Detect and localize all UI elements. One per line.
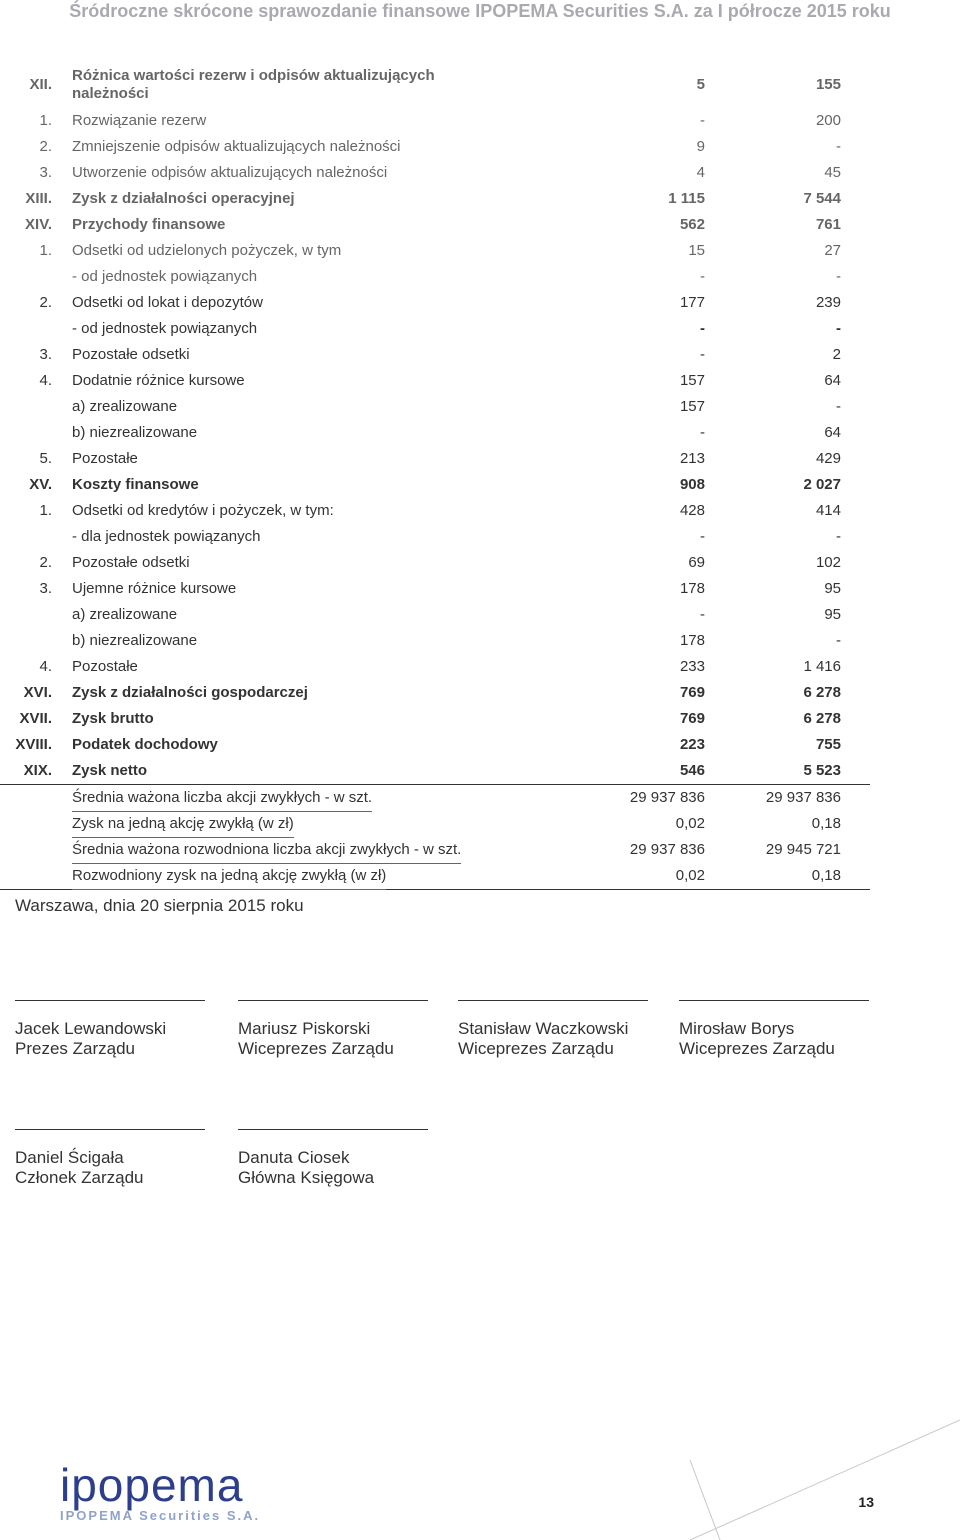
row-number: 2. bbox=[39, 554, 52, 571]
row-number: 2. bbox=[39, 138, 52, 155]
row-label: Zysk z działalności operacyjnej bbox=[72, 190, 295, 207]
row-label: Ujemne różnice kursowe bbox=[72, 580, 237, 597]
value-2015: 177 bbox=[679, 294, 705, 311]
signatory-role: Wiceprezes Zarządu bbox=[679, 1039, 835, 1058]
value-2014: - bbox=[836, 138, 841, 155]
value-2014: 200 bbox=[815, 112, 841, 129]
row-label: Utworzenie odpisów aktualizujących należności bbox=[72, 164, 388, 181]
value-2015: 9 bbox=[696, 138, 705, 155]
row-label: b) niezrealizowane bbox=[72, 424, 198, 441]
value-2014: - bbox=[836, 398, 841, 415]
row-number: XVIII. bbox=[15, 736, 52, 753]
signatory-role: Wiceprezes Zarządu bbox=[238, 1039, 394, 1058]
row-label: Zysk z działalności gospodarczej bbox=[72, 684, 308, 701]
place-date: Warszawa, dnia 20 sierpnia 2015 roku bbox=[15, 896, 304, 915]
value-2014: 6 278 bbox=[803, 684, 841, 701]
row-number: 2. bbox=[39, 294, 52, 311]
row-label: Rozwodniony zysk na jedną akcję zwykłą (w zł) bbox=[72, 863, 386, 890]
logo-subtitle: IPOPEMA Securities S.A. bbox=[60, 1508, 261, 1523]
value-2014: 7 544 bbox=[803, 190, 841, 207]
value-2014: 102 bbox=[815, 554, 841, 571]
value-2014: - bbox=[836, 268, 841, 285]
value-2014: 29 937 836 bbox=[765, 789, 841, 806]
row-label: a) zrealizowane bbox=[72, 398, 178, 415]
value-2015: 15 bbox=[688, 242, 705, 259]
value-2015: 562 bbox=[679, 216, 705, 233]
value-2014: 239 bbox=[815, 294, 841, 311]
value-2014: 95 bbox=[824, 580, 841, 597]
row-label: - od jednostek powiązanych bbox=[72, 268, 258, 285]
page-header: Śródroczne skrócone sprawozdanie finansowe IPOPEMA Securities S.A. za I półrocze 2015 roku bbox=[69, 1, 891, 21]
value-2014: 5 523 bbox=[803, 762, 841, 779]
signatory-name: Stanisław Waczkowski bbox=[458, 1019, 629, 1038]
value-2014: 429 bbox=[815, 450, 841, 467]
value-2014: 155 bbox=[815, 76, 841, 93]
row-label: a) zrealizowane bbox=[72, 606, 178, 623]
row-label: Pozostałe bbox=[72, 450, 138, 467]
row-number: XIV. bbox=[25, 216, 52, 233]
value-2014: 64 bbox=[824, 424, 841, 441]
row-label: Średnia ważona liczba akcji zwykłych - w szt. bbox=[72, 785, 372, 812]
row-label: Odsetki od kredytów i pożyczek, w tym: bbox=[72, 502, 334, 519]
row-label: Zysk brutto bbox=[72, 710, 154, 727]
value-2015: 769 bbox=[679, 710, 705, 727]
row-number: XVI. bbox=[23, 684, 52, 701]
value-2014: 1 416 bbox=[803, 658, 841, 675]
signatory-role: Prezes Zarządu bbox=[15, 1039, 135, 1058]
row-number: 1. bbox=[39, 242, 52, 259]
value-2014: 27 bbox=[824, 242, 841, 259]
value-2015: - bbox=[700, 320, 705, 337]
row-number: 1. bbox=[39, 502, 52, 519]
row-label: Przychody finansowe bbox=[72, 216, 226, 233]
value-2015: 0,02 bbox=[675, 815, 705, 832]
row-number: XII. bbox=[29, 76, 52, 93]
value-2015: 69 bbox=[688, 554, 705, 571]
value-2015: 29 937 836 bbox=[629, 841, 705, 858]
value-2015: 233 bbox=[679, 658, 705, 675]
value-2015: 29 937 836 bbox=[629, 789, 705, 806]
row-label: Pozostałe bbox=[72, 658, 138, 675]
value-2014: - bbox=[836, 632, 841, 649]
row-label: Zysk netto bbox=[72, 762, 148, 779]
row-number: XVII. bbox=[19, 710, 52, 727]
row-label: Różnica wartości rezerw i odpisów aktualizujących należności bbox=[72, 67, 435, 102]
value-2015: 213 bbox=[679, 450, 705, 467]
row-label: Zmniejszenie odpisów aktualizujących należności bbox=[72, 138, 401, 155]
value-2015: - bbox=[700, 606, 705, 623]
value-2015: - bbox=[700, 528, 705, 545]
signatory-name: Mirosław Borys bbox=[679, 1019, 795, 1038]
row-label: b) niezrealizowane bbox=[72, 632, 198, 649]
row-label: Pozostałe odsetki bbox=[72, 346, 190, 363]
row-label: Dodatnie różnice kursowe bbox=[72, 372, 245, 389]
row-number: 3. bbox=[39, 580, 52, 597]
row-number: XIX. bbox=[23, 762, 52, 779]
value-2015: 0,02 bbox=[675, 867, 705, 884]
value-2015: - bbox=[700, 112, 705, 129]
signatory-name: Danuta Ciosek bbox=[238, 1148, 350, 1167]
value-2014: 414 bbox=[815, 502, 841, 519]
value-2015: - bbox=[700, 268, 705, 285]
value-2014: 64 bbox=[824, 372, 841, 389]
row-number: 1. bbox=[39, 112, 52, 129]
signatory-name: Jacek Lewandowski bbox=[15, 1019, 167, 1038]
value-2015: 769 bbox=[679, 684, 705, 701]
signatory-role: Główna Księgowa bbox=[238, 1168, 375, 1187]
value-2015: 1 115 bbox=[668, 190, 705, 207]
value-2015: 428 bbox=[679, 502, 705, 519]
row-label: - od jednostek powiązanych bbox=[72, 320, 258, 337]
value-2014: - bbox=[836, 528, 841, 545]
row-label: Rozwiązanie rezerw bbox=[72, 112, 207, 129]
signatory-role: Członek Zarządu bbox=[15, 1168, 144, 1187]
row-label: Podatek dochodowy bbox=[72, 736, 218, 753]
signatory-name: Daniel Ścigała bbox=[15, 1148, 124, 1167]
row-label: Zysk na jedną akcję zwykłą (w zł) bbox=[72, 811, 294, 838]
value-2015: 5 bbox=[696, 76, 705, 93]
row-label: Odsetki od udzielonych pożyczek, w tym bbox=[72, 242, 342, 259]
value-2014: 0,18 bbox=[811, 815, 841, 832]
row-number: XV. bbox=[29, 476, 52, 493]
value-2014: 6 278 bbox=[803, 710, 841, 727]
value-2015: - bbox=[700, 424, 705, 441]
value-2014: 2 bbox=[832, 346, 841, 363]
value-2015: 4 bbox=[696, 164, 705, 181]
row-label: - dla jednostek powiązanych bbox=[72, 528, 261, 545]
row-label: Odsetki od lokat i depozytów bbox=[72, 294, 263, 311]
value-2014: 45 bbox=[824, 164, 841, 181]
logo-mark: ipopema bbox=[60, 1459, 244, 1511]
value-2014: 0,18 bbox=[811, 867, 841, 884]
value-2014: - bbox=[836, 320, 841, 337]
value-2014: 755 bbox=[815, 736, 841, 753]
value-2014: 29 945 721 bbox=[765, 841, 841, 858]
row-label: Średnia ważona rozwodniona liczba akcji zwykłych - w szt. bbox=[72, 837, 461, 864]
row-number: 3. bbox=[39, 164, 52, 181]
row-number: 5. bbox=[39, 450, 52, 467]
value-2015: 178 bbox=[679, 580, 705, 597]
row-number: 4. bbox=[39, 658, 52, 675]
value-2015: 178 bbox=[679, 632, 705, 649]
signatory-name: Mariusz Piskorski bbox=[238, 1019, 371, 1038]
value-2014: 95 bbox=[824, 606, 841, 623]
row-number: 3. bbox=[39, 346, 52, 363]
value-2015: 908 bbox=[679, 476, 705, 493]
value-2015: 157 bbox=[679, 372, 705, 389]
row-number: 4. bbox=[39, 372, 52, 389]
value-2015: - bbox=[700, 346, 705, 363]
row-label: Pozostałe odsetki bbox=[72, 554, 190, 571]
value-2015: 546 bbox=[679, 762, 705, 779]
value-2014: 761 bbox=[815, 216, 841, 233]
signatory-role: Wiceprezes Zarządu bbox=[458, 1039, 614, 1058]
row-label: Koszty finansowe bbox=[72, 476, 199, 493]
value-2014: 2 027 bbox=[803, 476, 841, 493]
value-2015: 157 bbox=[679, 398, 705, 415]
value-2015: 223 bbox=[679, 736, 705, 753]
row-number: XIII. bbox=[25, 190, 52, 207]
page-number: 13 bbox=[858, 1494, 874, 1510]
